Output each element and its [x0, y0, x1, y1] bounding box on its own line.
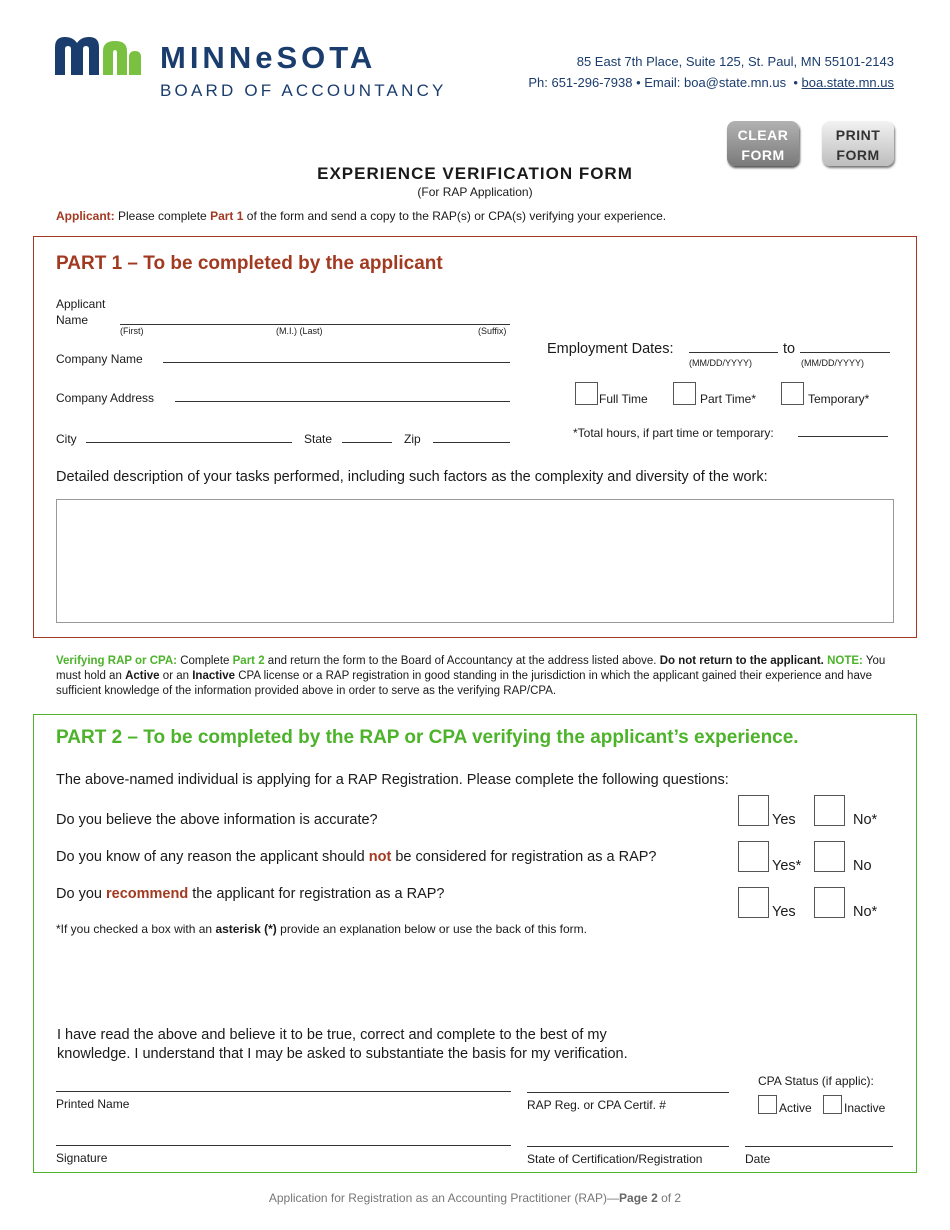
company-address-label: Company Address: [56, 391, 155, 405]
rap-reg-label: RAP Reg. or CPA Certif. #: [527, 1098, 666, 1112]
minnesota-logo-icon: [55, 37, 141, 75]
state-label: State: [304, 432, 333, 446]
description-textarea[interactable]: [56, 499, 894, 623]
org-contact: [528, 75, 894, 90]
q1-yes-label: Yes: [772, 812, 796, 828]
applicant-name-label-2: Name: [56, 313, 89, 327]
question-text: be considered for registration as a RAP?: [395, 849, 657, 865]
org-website-link[interactable]: boa.state.mn.us: [801, 75, 894, 90]
q2-yes-label: Yes*: [772, 858, 802, 874]
cpa-inactive-checkbox[interactable]: [823, 1095, 842, 1114]
city-field[interactable]: [86, 442, 292, 443]
explanation-field[interactable]: [56, 940, 894, 1020]
verify-active: Active: [125, 670, 160, 682]
asterisk-note: [56, 922, 587, 936]
question-recommend: [56, 886, 445, 902]
org-subtitle: BOARD OF ACCOUNTANCY: [160, 81, 447, 100]
clear-label-line1: CLEAR: [737, 127, 789, 143]
total-hours-field[interactable]: [798, 436, 888, 437]
clear-form-button[interactable]: [727, 121, 799, 166]
full-time-checkbox[interactable]: [575, 382, 598, 405]
employment-end-field[interactable]: [800, 352, 890, 353]
footer-page-number: Page 2: [619, 1191, 658, 1205]
verify-part-ref: Part 2: [232, 655, 265, 667]
bullet-separator: •: [793, 75, 798, 90]
cpa-status-label: CPA Status (if applic):: [758, 1074, 874, 1088]
verify-text: You must hold an: [56, 655, 886, 682]
end-date-format-hint: (MM/DD/YYYY): [801, 358, 864, 368]
page-footer: [0, 1191, 950, 1205]
printed-name-label: Printed Name: [56, 1097, 130, 1111]
description-label: Detailed description of your tasks performed, including such factors as the complexity and diversity of the work:: [56, 469, 768, 485]
note-text: *If you checked a box with an: [56, 922, 213, 936]
verifier-instructions: [56, 654, 906, 699]
q1-no-label: No*: [853, 812, 878, 828]
applicant-name-field[interactable]: [120, 324, 510, 325]
clear-label-line2: FORM: [741, 147, 785, 163]
verify-note-label: NOTE:: [827, 655, 863, 667]
company-address-field[interactable]: [175, 401, 510, 402]
attestation-line1: I have read the above and believe it to be true, correct and complete to the best of my: [57, 1027, 607, 1043]
attestation-line2: knowledge. I understand that I may be asked to substantiate the basis for my verification.: [57, 1046, 628, 1062]
verifier-label: Verifying RAP or CPA:: [56, 655, 177, 667]
org-address: 85 East 7th Place, Suite 125, St. Paul, MN 55101-2143: [576, 54, 894, 69]
q2-no-checkbox[interactable]: [814, 841, 845, 872]
form-title: EXPERIENCE VERIFICATION FORM: [317, 164, 633, 183]
footer-text: Application for Registration as an Accounting Practitioner (RAP)—: [268, 1191, 620, 1205]
note-emphasis: asterisk (*): [215, 922, 277, 936]
start-date-format-hint: (MM/DD/YYYY): [689, 358, 752, 368]
bullet-separator: •: [636, 75, 641, 90]
form-subtitle: (For RAP Application): [417, 185, 533, 199]
applicant-label: Applicant:: [56, 209, 115, 223]
question-text: Do you know of any reason the applicant should: [56, 849, 365, 865]
q1-no-checkbox[interactable]: [814, 795, 845, 826]
company-name-label: Company Name: [56, 352, 143, 366]
q3-no-checkbox[interactable]: [814, 887, 845, 918]
verify-text: and return the form to the Board of Accountancy at the address listed above.: [267, 655, 657, 667]
print-label-line1: PRINT: [835, 127, 881, 143]
applicant-name-label: Applicant: [56, 297, 106, 311]
city-label: City: [56, 432, 77, 446]
print-form-button[interactable]: [822, 121, 894, 166]
cpa-active-label: Active: [779, 1101, 812, 1115]
signature-label: Signature: [56, 1151, 108, 1165]
part2-lead: The above-named individual is applying for a RAP Registration. Please complete the following questions:: [56, 772, 729, 788]
question-emphasis: recommend: [105, 886, 189, 902]
q2-yes-checkbox[interactable]: [738, 841, 769, 872]
intro-text: of the form and send a copy to the RAP(s) or CPA(s) verifying your experience.: [246, 209, 667, 223]
temporary-checkbox[interactable]: [781, 382, 804, 405]
date-field[interactable]: [745, 1146, 893, 1147]
zip-field[interactable]: [433, 442, 510, 443]
org-email: Email: boa@state.mn.us: [644, 75, 787, 90]
to-label: to: [783, 341, 796, 357]
first-name-hint: (First): [120, 326, 144, 336]
q1-yes-checkbox[interactable]: [738, 795, 769, 826]
employment-dates-label: Employment Dates:: [547, 341, 674, 357]
zip-label: Zip: [404, 432, 421, 446]
state-cert-field[interactable]: [527, 1146, 729, 1147]
note-text: provide an explanation below or use the back of this form.: [280, 922, 587, 936]
applicant-instructions: [56, 209, 666, 223]
verify-warning: Do not return to the applicant.: [659, 655, 824, 667]
question-reason-not: [56, 849, 657, 865]
date-label: Date: [745, 1152, 771, 1166]
question-accurate: Do you believe the above information is accurate?: [56, 812, 378, 828]
state-field[interactable]: [342, 442, 392, 443]
part-time-checkbox[interactable]: [673, 382, 696, 405]
footer-text: of 2: [661, 1191, 682, 1205]
verify-text: CPA license or a RAP registration in good standing in the jurisdiction in which the applicant gained their experience and have sufficient knowledge of the information provided above in order to serve as the verifying RAP/CPA.: [56, 670, 872, 697]
state-cert-label: State of Certification/Registration: [527, 1152, 703, 1166]
intro-part-ref: Part 1: [210, 209, 244, 223]
question-text: the applicant for registration as a RAP?: [192, 886, 445, 902]
signature-field[interactable]: [56, 1145, 511, 1146]
verify-text: Complete: [180, 655, 230, 667]
temporary-label: Temporary*: [808, 392, 870, 406]
full-time-label: Full Time: [599, 392, 648, 406]
q3-yes-label: Yes: [772, 904, 796, 920]
org-phone: Ph: 651-296-7938: [528, 75, 633, 90]
intro-text: Please complete: [118, 209, 207, 223]
cpa-inactive-label: Inactive: [844, 1101, 886, 1115]
part2-title: PART 2 – To be completed by the RAP or CPA verifying the applicant’s experience.: [56, 727, 799, 748]
total-hours-label: *Total hours, if part time or temporary:: [573, 426, 774, 440]
q2-no-label: No: [853, 858, 872, 874]
q3-yes-checkbox[interactable]: [738, 887, 769, 918]
employment-start-field[interactable]: [689, 352, 778, 353]
part1-title: PART 1 – To be completed by the applicant: [56, 253, 443, 274]
cpa-active-checkbox[interactable]: [758, 1095, 777, 1114]
rap-reg-field[interactable]: [527, 1092, 729, 1093]
question-emphasis: not: [368, 849, 392, 865]
question-text: Do you: [56, 886, 102, 902]
part-time-label: Part Time*: [700, 392, 757, 406]
verify-text: or an: [162, 670, 190, 682]
company-name-field[interactable]: [163, 362, 510, 363]
printed-name-field[interactable]: [56, 1091, 511, 1092]
q3-no-label: No*: [853, 904, 878, 920]
verify-inactive: Inactive: [192, 670, 236, 682]
mi-last-hint: (M.I.) (Last): [276, 326, 323, 336]
org-wordmark: MINNeSOTA: [160, 40, 377, 75]
suffix-hint: (Suffix): [478, 326, 507, 336]
print-label-line2: FORM: [836, 147, 880, 163]
